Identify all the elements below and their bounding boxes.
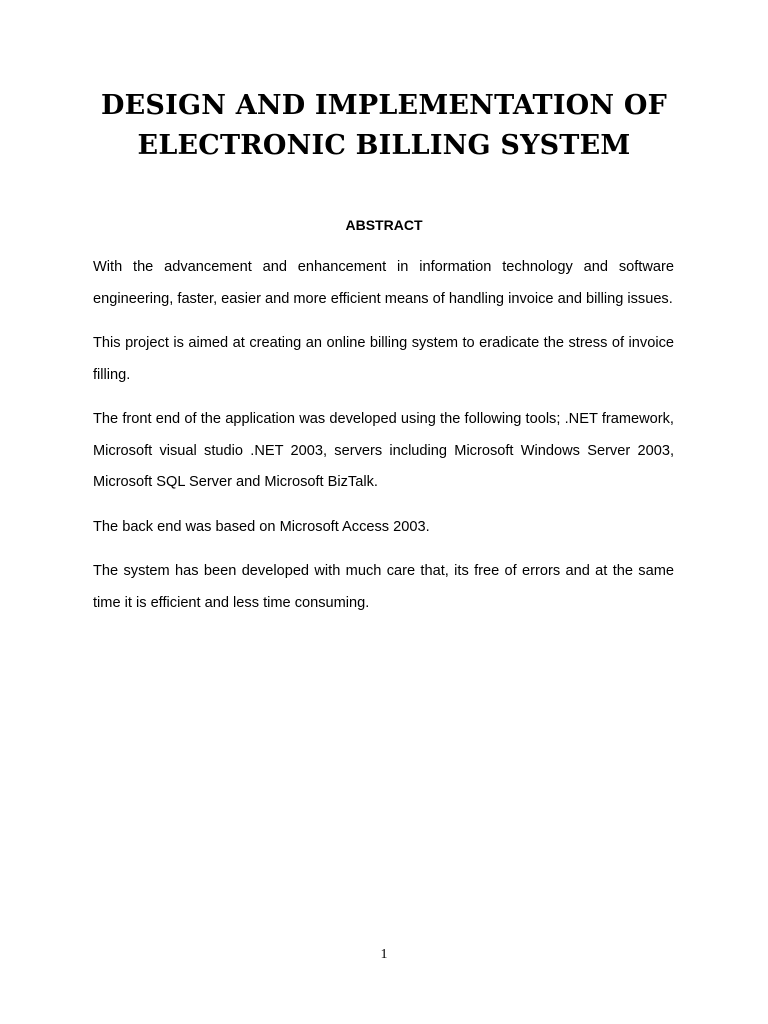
paragraph-project-aim: This project is aimed at creating an online billing system to eradicate the stress of invoice filling. xyxy=(93,335,674,383)
page-number: 1 xyxy=(380,947,388,962)
paragraph-advancement: With the advancement and enhancement in information technology and software engineering, faster, easier and more efficient means of handling invoice and billing issues. xyxy=(93,259,674,307)
abstract-heading: ABSTRACT xyxy=(345,217,423,233)
paragraph-front-end: The front end of the application was developed using the following tools; .NET framework, Microsoft visual studio .NET 2003, servers including Microsoft Windows Server 2003, Microsoft SQL Server and Microsoft BizTalk. xyxy=(93,411,674,490)
title-line-2: ELECTRONIC BILLING SYSTEM xyxy=(137,130,631,161)
paragraph-system-quality: The system has been developed with much care that, its free of errors and at the same time it is efficient and less time consuming. xyxy=(93,563,674,611)
document-title xyxy=(60,86,708,166)
abstract-body xyxy=(93,252,674,632)
paragraph-back-end: The back end was based on Microsoft Access 2003. xyxy=(93,518,430,535)
title-line-1: DESIGN AND IMPLEMENTATION OF xyxy=(101,90,667,121)
